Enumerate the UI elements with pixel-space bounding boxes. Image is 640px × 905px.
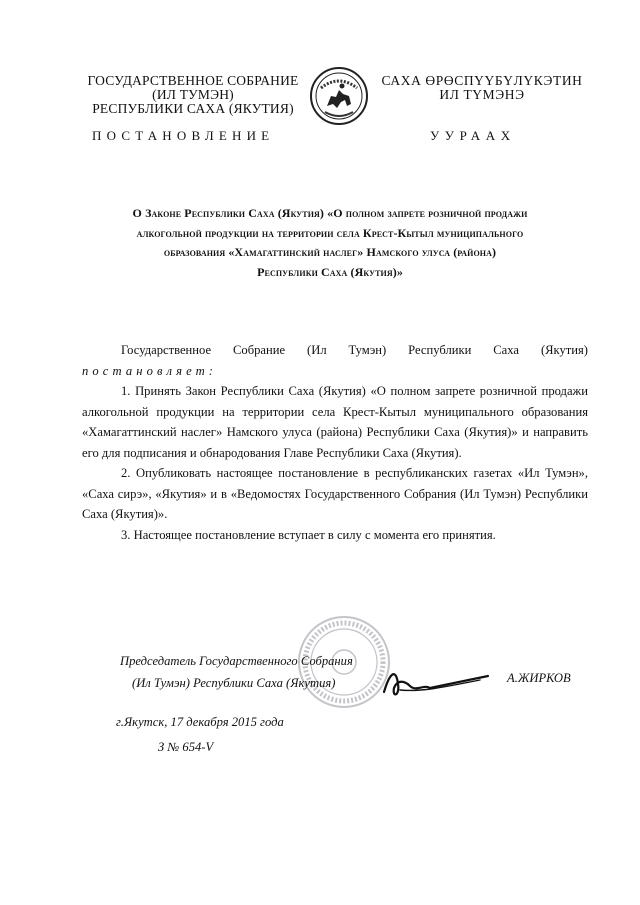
issuer-header-yakut: [372, 74, 592, 102]
issuer-line-2: (ИЛ ТУМЭН): [152, 87, 234, 102]
issuer-yakut-line-1: САХА ӨРӨСПҮҮБҮЛҮКЭТИН: [381, 73, 583, 88]
signatory-role: [120, 650, 353, 694]
paragraph-2: 2. Опубликовать настоящее постановление в республиканских газетах «Ил Тумэн», «Саха сирэ», «Якутия» и в «Ведомостях Государственного Собрания (Ил Тумэн) Республики Саха (Якутия)».: [82, 466, 588, 521]
intro-word: Собрание: [233, 343, 286, 357]
coat-of-arms-emblem-icon: [309, 66, 369, 126]
issuer-yakut-line-2: ИЛ ТҮМЭНЭ: [439, 87, 525, 102]
signatory-name: А.ЖИРКОВ: [507, 671, 571, 685]
paragraph-1: 1. Принять Закон Республики Саха (Якутия) «О полном запрете розничной продажи алкогольной продукции на территории села Крест-Кытыл муниципального образования «Хамагаттинский наслег» Намского улуса (района) Республики Саха (Якутия)» и направить его для подписания и обнародования Главе Республики Саха (Якутия).: [82, 384, 588, 460]
intro-word: Республики: [408, 343, 472, 357]
issuer-header-russian: [78, 74, 308, 116]
title-line-2: алкогольной продукции на территории села Крест-Кытыл муниципального: [136, 225, 524, 240]
intro-line: [82, 340, 588, 361]
document-title: [70, 204, 590, 282]
signatory-role-line-1: Председатель Государственного Собрания: [120, 654, 353, 668]
signatory-role-line-2: (Ил Тумэн) Республики Саха (Якутия): [132, 676, 336, 690]
title-line-1: О Законе Республики Саха (Якутия) «О полном запрете розничной продажи: [132, 206, 528, 220]
place-and-date: г.Якутск, 17 декабря 2015 года: [116, 715, 284, 729]
handwritten-signature-icon: [380, 662, 490, 702]
title-line-4: Республики Саха (Якутия)»: [257, 264, 403, 279]
paragraph-3: 3. Настоящее постановление вступает в силу с момента его принятия.: [121, 527, 496, 542]
document-type-yakut: УУРААХ: [430, 128, 516, 143]
decree-word: постановляет:: [82, 363, 218, 378]
issuer-line-1: ГОСУДАРСТВЕННОЕ СОБРАНИЕ: [87, 73, 299, 88]
document-type-russian: ПОСТАНОВЛЕНИЕ: [92, 128, 275, 143]
intro-word: (Якутия): [540, 343, 588, 357]
document-number: З № 654-V: [158, 740, 214, 754]
title-line-3: образования «Хамагаттинский наслег» Намского улуса (района): [163, 245, 497, 259]
issuer-line-3: РЕСПУБЛИКИ САХА (ЯКУТИЯ): [92, 101, 294, 116]
document-body: [82, 340, 588, 545]
intro-word: Государственное: [121, 343, 212, 357]
intro-word: Тумэн): [348, 343, 387, 357]
intro-word: Саха: [493, 343, 519, 357]
intro-word: (Ил: [307, 343, 327, 357]
